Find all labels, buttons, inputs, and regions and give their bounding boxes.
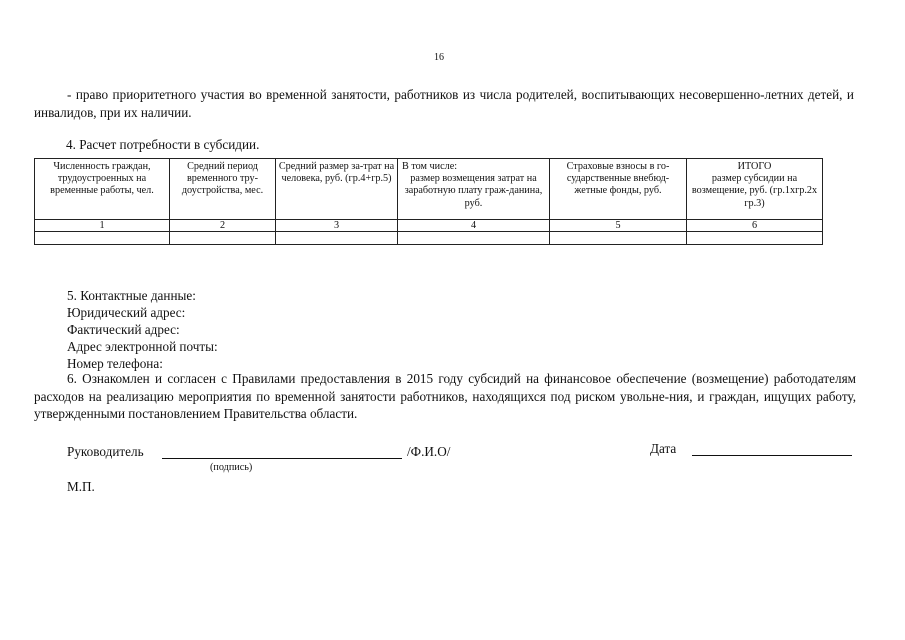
legal-address-label: Юридический адрес: [67,305,186,320]
page-number: 16 [434,52,444,63]
header-cell-insurance: Страховые взносы в го-сударственные внебюд-жетные фонды, руб. [550,159,687,220]
consent-paragraph: 6. Ознакомлен и согласен с Правилами предоставления в 2015 году субсидий на финансовое обеспечение (возмещение) работодателям расходов на реализацию мероприятия по временной занятости работников, находящихся под риском увольне-ния, и граждан, ищущих работу, утвержденными постановлением Правительства области. [34,371,856,421]
column-number: 6 [687,220,823,232]
header-cell-wage-reimbursement-line1: В том числе: [402,161,458,172]
column-number: 4 [398,220,550,232]
head-label: Руководитель [67,444,144,459]
column-number: 5 [550,220,687,232]
table-column-number-row [35,220,823,232]
phone-label: Номер телефона: [67,356,163,371]
table-cell-empty [170,232,276,245]
column-number: 1 [35,220,170,232]
header-cell-avg-period: Средний период временного тру-доустройства, мес. [170,159,276,220]
table-cell-empty [687,232,823,245]
fio-label: /Ф.И.О/ [407,444,451,459]
header-cell-total [687,159,823,220]
column-number: 2 [170,220,276,232]
table-cell-empty [276,232,398,245]
header-cell-wage-reimbursement-text: размер возмещения затрат на заработную плату граж-данина, руб. [404,173,543,209]
table-cell-empty [35,232,170,245]
subsidy-table [34,158,823,245]
section-5-title: 5. Контактные данные: [67,288,196,303]
signature-caption: (подпись) [210,462,253,473]
date-line [692,455,852,456]
stamp-label: М.П. [67,479,95,494]
header-cell-employed-count: Численность граждан, трудоустроенных на временные работы, чел. [35,159,170,220]
header-cell-total-title: ИТОГО [737,161,772,172]
header-cell-total-text: размер субсидии на возмещение, руб. (гр.1хгр.2х гр.3) [691,173,818,209]
section-4-title: 4. Расчет потребности в субсидии. [66,137,260,152]
table-row-blank [35,232,823,245]
priority-paragraph: - право приоритетного участия во временной занятости, работников из числа родителей, воспитывающих несовершенно-летних детей, и инвалидов, при их наличии. [34,87,854,120]
header-cell-avg-cost: Средний размер за-трат на человека, руб. (гр.4+гр.5) [276,159,398,220]
table-header-row [35,159,823,220]
header-cell-wage-reimbursement [398,159,550,220]
email-label: Адрес электронной почты: [67,339,218,354]
signature-line [162,458,402,459]
actual-address-label: Фактический адрес: [67,322,180,337]
table-cell-empty [550,232,687,245]
date-label: Дата [650,441,677,456]
table-cell-empty [398,232,550,245]
column-number: 3 [276,220,398,232]
